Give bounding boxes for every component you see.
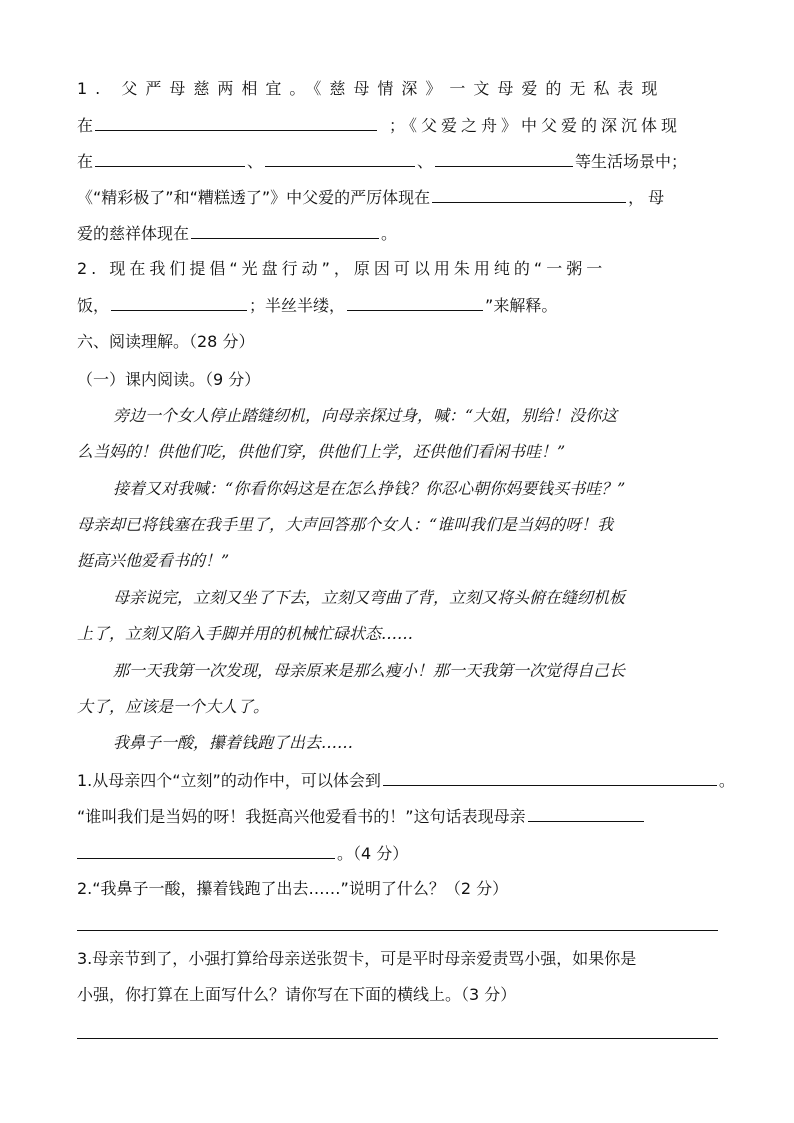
item1-line3: [77, 150, 687, 173]
question-text: “谁叫我们是当妈的呀！我挺高兴他爱看书的！”这句话表现母亲: [77, 807, 526, 826]
subsection-heading: （一）课内阅读。（9 分）: [77, 370, 261, 389]
item2-text: 饭，: [77, 296, 110, 315]
passage-line: 接着又对我喊：“你看你妈这是在怎么挣钱？你忍心朝你妈要钱买书哇？”: [113, 479, 626, 498]
item1-text: 、: [417, 152, 434, 171]
answer-blank-2[interactable]: [95, 150, 245, 167]
passage-line: 母亲却已将钱塞在我手里了，大声回答那个女人：“谁叫我们是当妈的呀！我: [77, 515, 614, 534]
item1-text: 在: [77, 152, 94, 171]
passage-line: 旁边一个女人停止踏缝纫机，向母亲探过身，喊：“大姐，别给！没你这: [113, 406, 618, 425]
question-3-line2: 小强，你打算在上面写什么？请你写在下面的横线上。（3 分）: [77, 985, 517, 1004]
item1-line1: 1. 父严母慈两相宜。《慈母情深》一文母爱的无私表现: [77, 79, 666, 98]
answer-blank-9[interactable]: [383, 769, 717, 786]
item2-text: ”来解释。: [485, 296, 558, 315]
passage-line: 大了，应该是一个大人了。: [77, 697, 270, 716]
item1-text: ；《父爱之舟》中父爱的深沉体现: [389, 116, 682, 135]
answer-blank-4[interactable]: [435, 150, 573, 167]
item1-text: ，母: [628, 188, 669, 207]
question-text: 。: [718, 771, 735, 790]
answer-blank-5[interactable]: [432, 186, 626, 203]
item2-line1: 2. 现在我们提倡“光盘行动”，原因可以用朱用纯的“一粥一: [77, 259, 607, 278]
question-3-line1: 3.母亲节到了，小强打算给母亲送张贺卡，可是平时母亲爱责骂小强，如果你是: [77, 949, 637, 968]
question-1-line1: [77, 769, 735, 792]
item1-line4: [77, 186, 668, 209]
item2-text: ；半丝半缕，: [249, 296, 346, 315]
passage-line: 母亲说完，立刻又坐了下去，立刻又弯曲了背，立刻又将头俯在缝纫机板: [113, 588, 626, 607]
item1-text: 。: [381, 224, 398, 243]
question-1-line2: [77, 805, 646, 828]
answer-blank-7[interactable]: [111, 294, 247, 311]
section-heading: 六、阅读理解。（28 分）: [77, 332, 255, 351]
item1-text: 爱的慈祥体现在: [77, 224, 190, 243]
question-1-line3: [77, 842, 408, 865]
passage-line: 我鼻子一酸，攥着钱跑了出去……: [113, 733, 354, 752]
passage-line: 上了，立刻又陷入手脚并用的机械忙碌状态……: [77, 624, 414, 643]
question-text: 1.从母亲四个“立刻”的动作中，可以体会到: [77, 771, 381, 790]
answer-line-q3[interactable]: [77, 1038, 718, 1039]
passage-line: 挺高兴他爱看书的！”: [77, 551, 230, 570]
item1-text: 《“精彩极了”和“糟糕透了”》中父爱的严厉体现在: [77, 188, 431, 207]
answer-blank-1[interactable]: [95, 114, 377, 131]
item2-line2: [77, 294, 557, 317]
answer-blank-8[interactable]: [347, 294, 483, 311]
item1-line5: [77, 222, 397, 245]
answer-blank-6[interactable]: [191, 222, 379, 239]
item1-text: 、: [247, 152, 264, 171]
question-text: 。（4 分）: [337, 844, 409, 863]
item1-text: 等生活场景中；: [575, 152, 688, 171]
answer-blank-11[interactable]: [77, 842, 335, 859]
answer-blank-3[interactable]: [265, 150, 415, 167]
passage-line: 那一天我第一次发现，母亲原来是那么瘦小！那一天我第一次觉得自己长: [113, 661, 626, 680]
passage-line: 么当妈的！供他们吃，供他们穿，供他们上学，还供他们看闲书哇！”: [77, 442, 566, 461]
item1-text: 在: [77, 116, 94, 135]
item1-line2: [77, 114, 681, 137]
answer-blank-10[interactable]: [528, 805, 644, 822]
question-2: 2.“我鼻子一酸，攥着钱跑了出去……”说明了什么？（2 分）: [77, 879, 509, 898]
answer-line-q2[interactable]: [77, 930, 718, 931]
